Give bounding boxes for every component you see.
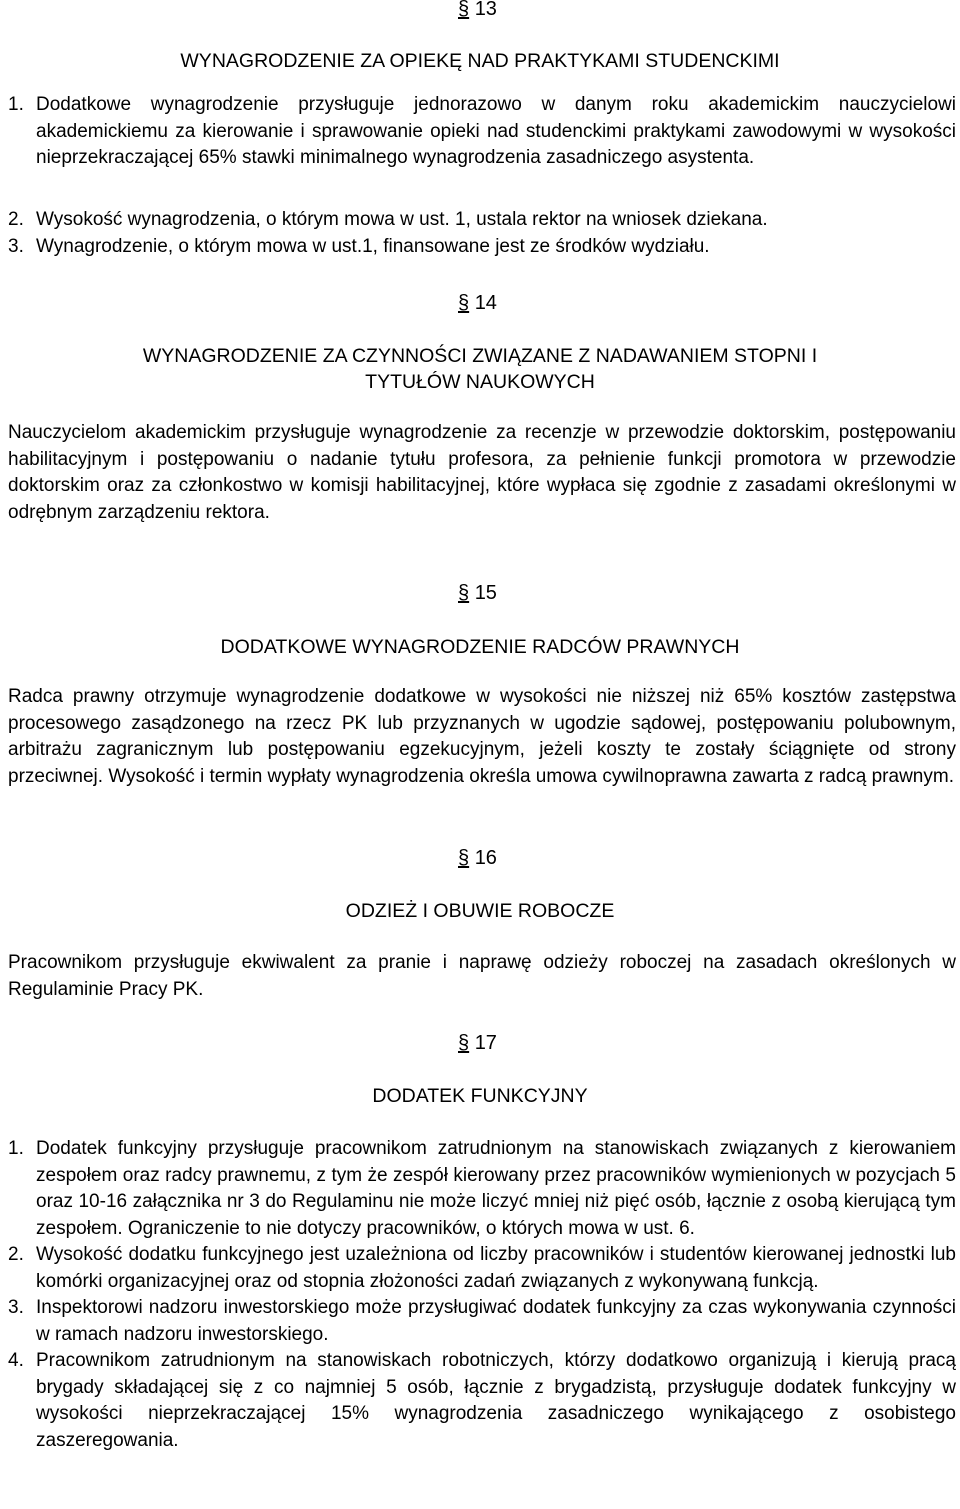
section-title: DODATEK FUNKCYJNY: [372, 1085, 588, 1107]
section-number: [458, 0, 497, 22]
section-sign: §: [458, 582, 470, 604]
section-number: [458, 580, 497, 606]
list-item: [8, 1136, 956, 1242]
list-item: [8, 92, 956, 172]
section-number: [458, 845, 497, 871]
list-item: [8, 234, 956, 261]
section-number: [458, 290, 497, 316]
section-title: WYNAGRODZENIE ZA OPIEKĘ NAD PRAKTYKAMI STUDENCKIMI: [180, 50, 780, 72]
list-item-number: 1.: [8, 94, 24, 115]
list-item-text: Inspektorowi nadzoru inwestorskiego może przysługiwać dodatek funkcyjny za czas wykonywania czynności w ramach nadzoru inwestorskiego.: [36, 1297, 956, 1345]
list-item: [8, 1295, 956, 1348]
section-sign: §: [458, 292, 470, 314]
section-paragraph: Nauczycielom akademickim przysługuje wynagrodzenie za recenzje w przewodzie doktorskim, postępowaniu habilitacyjnym i postępowaniu o nadanie tytułu profesora, za pełnienie funkcji promotora w przewodzie doktorskim oraz za członkostwo w komisji habilitacyjnej, które wypłaca się zgodnie z zasadami określonymi w odrębnym zarządzeniu rektora.: [8, 422, 956, 523]
list-item: [8, 207, 956, 234]
section-number-value: 17: [474, 1032, 497, 1054]
section-number-value: 15: [474, 582, 497, 604]
list-item-number: 3.: [8, 235, 24, 257]
numbered-list: [8, 1136, 956, 1454]
list-item-number: 1.: [8, 1138, 24, 1159]
list-item-text: Wysokość wynagrodzenia, o którym mowa w ust. 1, ustala rektor na wniosek dziekana.: [36, 209, 768, 230]
list-item-text: Wynagrodzenie, o którym mowa w ust.1, finansowane jest ze środków wydziału.: [36, 235, 710, 257]
numbered-list: [8, 207, 956, 260]
section-title: WYNAGRODZENIE ZA CZYNNOŚCI ZWIĄZANE Z NADAWANIEM STOPNI I TYTUŁÓW NAUKOWYCH: [142, 345, 818, 393]
section-paragraph: Radca prawny otrzymuje wynagrodzenie dodatkowe w wysokości nie niższej niż 65% kosztów zastępstwa procesowego zasądzonego na rzecz PK lub przyznanych w ugodzie sądowej, postępowaniu polubownym, arbitrażu zagranicznym lub postępowaniu egzekucyjnym, jeżeli koszty te zostały ściągnięte od strony przeciwnej. Wysokość i termin wypłaty wynagrodzenia określa umowa cywilnoprawna zawarta z radcą prawnym.: [8, 686, 956, 787]
list-item-number: 2.: [8, 209, 24, 230]
list-item-text: Dodatek funkcyjny przysługuje pracownikom zatrudnionym na stanowiskach związanych z kierowaniem zespołem oraz radcy prawnemu, z tym że zespół kierowany przez pracowników wymienionych w pozycjach 5 oraz 10-16 załącznika nr 3 do Regulaminu nie może liczyć mniej niż pięć osób, łącznie z osobą kierującą tym zespołem. Ograniczenie to nie dotyczy pracowników, o których mowa w ust. 6.: [36, 1138, 956, 1239]
list-item-text: Pracownikom zatrudnionym na stanowiskach robotniczych, którzy dodatkowo organizują i kierują pracą brygady składającej się z co najmniej 5 osób, łącznie z brygadzistą, przysługuje dodatek funkcyjny w wysokości nieprzekraczającej 15% wynagrodzenia zasadniczego wynikającego z osobistego zaszeregowania.: [36, 1350, 956, 1451]
section-title: ODZIEŻ I OBUWIE ROBOCZE: [345, 900, 615, 922]
section-number: [458, 1030, 497, 1056]
section-number-value: 16: [474, 847, 497, 869]
section-paragraph: Pracownikom przysługuje ekwiwalent za pranie i naprawę odzieży roboczej na zasadach określonych w Regulaminie Pracy PK.: [8, 952, 956, 1000]
section-title: DODATKOWE WYNAGRODZENIE RADCÓW PRAWNYCH: [220, 636, 740, 658]
numbered-list: [8, 92, 956, 172]
list-item-text: Dodatkowe wynagrodzenie przysługuje jednorazowo w danym roku akademickim nauczycielowi akademickiemu za kierowanie i sprawowanie opieki nad studenckimi praktykami zawodowymi w wysokości nieprzekraczającej 65% stawki minimalnego wynagrodzenia zasadniczego asystenta.: [36, 94, 956, 168]
section-sign: §: [458, 847, 470, 869]
list-item-number: 2.: [8, 1244, 24, 1265]
section-number-value: 13: [474, 0, 497, 20]
list-item: [8, 1242, 956, 1295]
list-item-number: 4.: [8, 1350, 24, 1371]
section-number-value: 14: [474, 292, 497, 314]
section-sign: §: [458, 0, 470, 20]
section-sign: §: [458, 1032, 470, 1054]
list-item: [8, 1348, 956, 1454]
list-item-number: 3.: [8, 1297, 24, 1318]
list-item-text: Wysokość dodatku funkcyjnego jest uzależniona od liczby pracowników i studentów kierowanej jednostki lub komórki organizacyjnej oraz od stopnia złożoności zadań związanych z wykonywaną funkcją.: [36, 1244, 956, 1292]
